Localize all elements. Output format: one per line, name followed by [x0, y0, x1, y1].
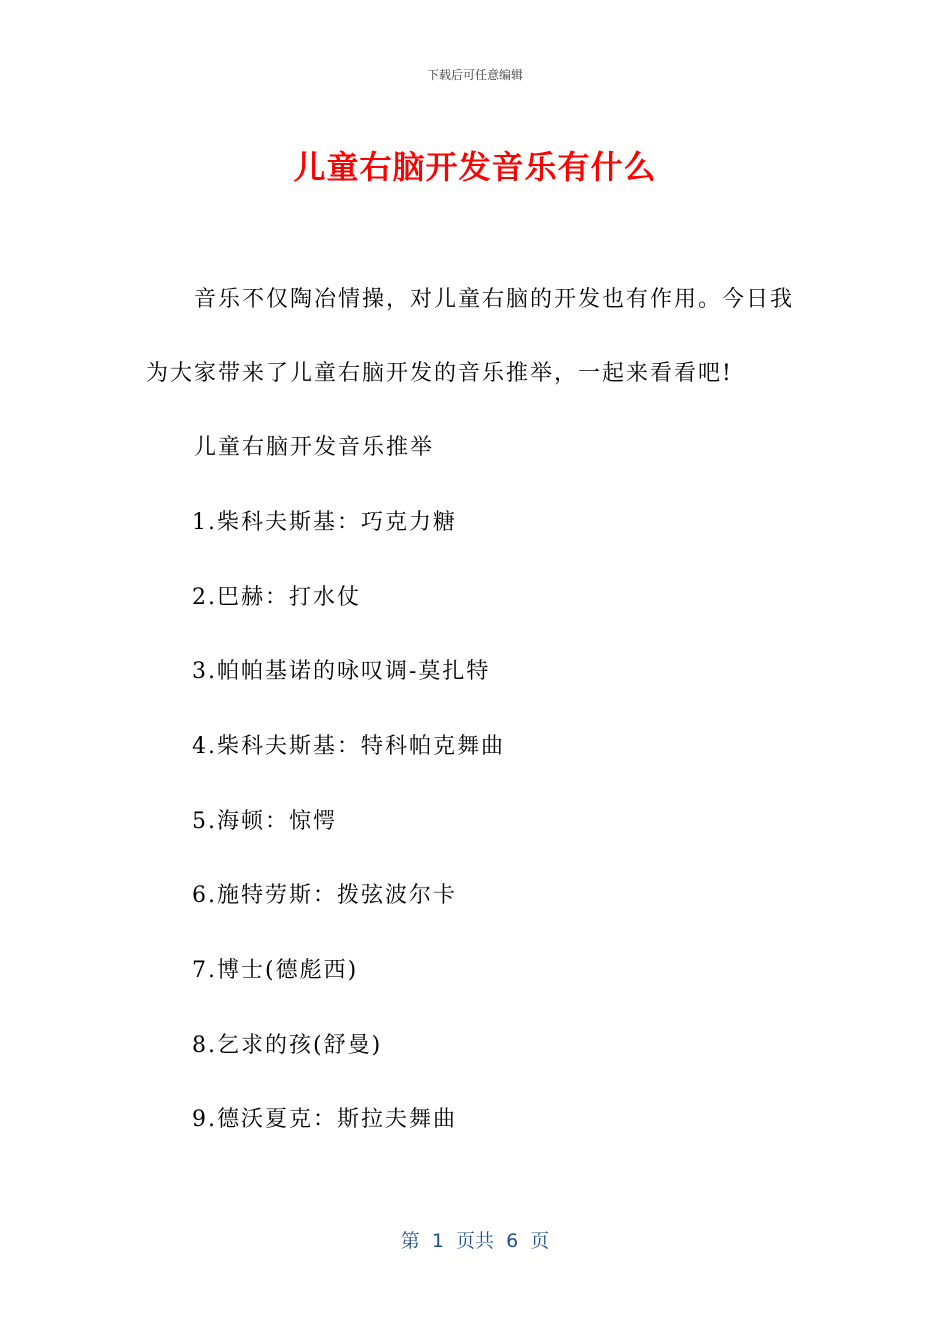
page-title: 儿童右脑开发音乐有什么	[293, 148, 657, 186]
page-footer: 第 1 页共 6 页	[400, 1230, 550, 1252]
section-heading: 儿童右脑开发音乐推举	[194, 435, 435, 460]
intro-line-1: 音乐不仅陶冶情操，对儿童右脑的开发也有作用。今日我	[194, 287, 795, 312]
intro-line-2: 为大家带来了儿童右脑开发的音乐推举，一起来看看吧!	[146, 361, 733, 386]
list-item: 2.巴赫：打水仗	[192, 585, 361, 610]
list-item: 3.帕帕基诺的咏叹调-莫扎特	[192, 659, 491, 684]
header-note: 下载后可任意编辑	[426, 68, 523, 82]
list-item: 9.德沃夏克：斯拉夫舞曲	[192, 1107, 457, 1132]
list-item: 5.海顿：惊愕	[192, 809, 337, 834]
list-item: 8.乞求的孩(舒曼)	[192, 1033, 383, 1058]
list-item: 6.施特劳斯：拨弦波尔卡	[192, 883, 457, 908]
list-item: 7.博士(德彪西)	[192, 958, 359, 983]
list-item: 4.柴科夫斯基：特科帕克舞曲	[192, 734, 505, 759]
list-item: 1.柴科夫斯基：巧克力糖	[192, 510, 457, 535]
